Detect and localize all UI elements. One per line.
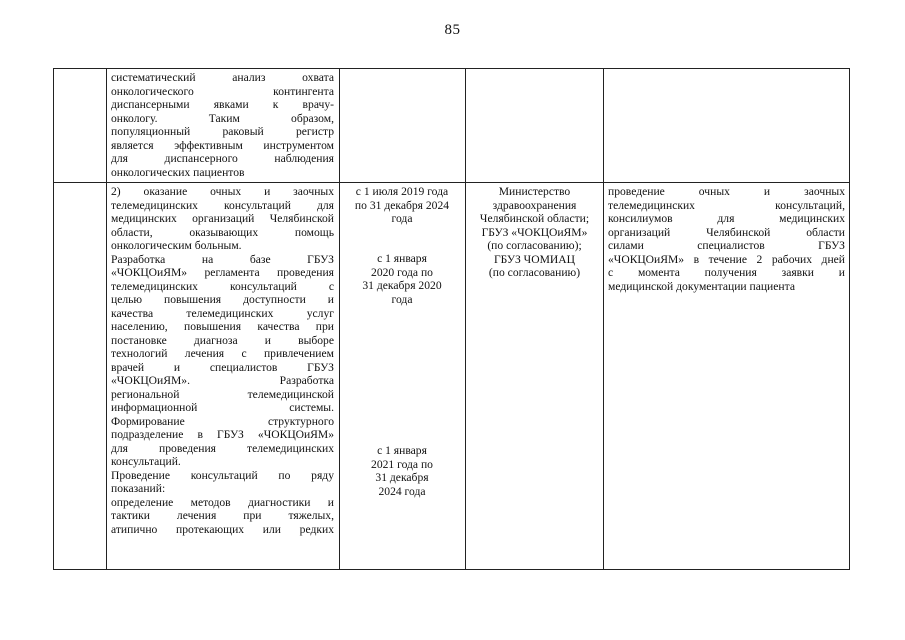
- text-line: населению, повышения качества при: [111, 320, 334, 333]
- text-line: 31 декабря: [375, 471, 429, 484]
- text-line: консилиумов для медицинских: [608, 212, 845, 225]
- text-line: Формирование структурного: [111, 414, 334, 428]
- text-line: проведение очных и заочных: [608, 185, 845, 198]
- text-line: для проведения телемедицинских: [111, 441, 334, 455]
- text-line: Разработка на базе ГБУЗ: [111, 252, 334, 266]
- row2-responsible-cell: [468, 185, 601, 280]
- row2-activity-cell: [111, 185, 334, 536]
- row1-activity-cell: [111, 71, 334, 179]
- text-line: Проведение консультаций по ряду: [111, 468, 334, 482]
- text-line: (по согласованию);: [487, 239, 582, 252]
- text-line: ГБУЗ ЧОМИАЦ: [493, 252, 576, 266]
- row-divider: [53, 182, 850, 183]
- text-line: силами специалистов ГБУЗ: [608, 239, 845, 252]
- text-line: с момента получения заявки и: [608, 266, 845, 279]
- text-line: организаций Челябинской области: [608, 225, 845, 239]
- text-line: по 31 декабря 2024: [354, 198, 450, 212]
- text-line: здравоохранения: [492, 198, 577, 212]
- page-number: 85: [444, 22, 461, 38]
- text-line: области, оказывающих помощь: [111, 225, 334, 239]
- row2-term-1: [342, 185, 462, 226]
- text-line: телемедицинских консультаций с: [111, 279, 334, 293]
- col-border-4: [603, 68, 604, 570]
- text-line: показаний:: [111, 482, 166, 495]
- text-line: качества телемедицинских услуг: [111, 306, 334, 320]
- text-line: телемедицинских консультаций для: [111, 198, 334, 212]
- text-line: технологий лечения с привлечением: [111, 347, 334, 360]
- text-line: года: [391, 292, 413, 306]
- text-line: диспансерными явками к врачу-: [111, 98, 334, 111]
- text-line: информационной системы.: [111, 401, 334, 414]
- text-line: 31 декабря 2020: [362, 279, 442, 292]
- text-line: систематический анализ охвата: [111, 71, 334, 84]
- col-border-2: [339, 68, 340, 570]
- table-top-border: [53, 68, 850, 69]
- text-line: популяционный раковый регистр: [111, 125, 334, 138]
- col-border-5: [849, 68, 850, 570]
- text-line: целью повышения доступности и: [111, 293, 334, 306]
- text-line: Министерство: [498, 185, 571, 198]
- text-line: «ЧОКЦОиЯМ» регламента проведения: [111, 266, 334, 279]
- text-line: Челябинской области;: [479, 212, 590, 225]
- col-border-1: [106, 68, 107, 570]
- text-line: 2024 года: [378, 484, 426, 498]
- text-line: постановке диагноза и выборе: [111, 333, 334, 347]
- text-line: тактики лечения при тяжелых,: [111, 509, 334, 522]
- text-line: с 1 июля 2019 года: [355, 185, 449, 198]
- col-border-3: [465, 68, 466, 570]
- row2-term-2: [342, 252, 462, 306]
- text-line: 2020 года по: [371, 265, 433, 279]
- text-line: медицинской документации пациента: [608, 279, 795, 293]
- text-line: региональной телемедицинской: [111, 387, 334, 401]
- text-line: года: [391, 212, 413, 225]
- text-line: с 1 января: [377, 252, 427, 265]
- text-line: (по согласованию): [488, 266, 581, 279]
- text-line: онкологического контингента: [111, 84, 334, 98]
- text-line: ГБУЗ «ЧОКЦОиЯМ»: [481, 225, 588, 239]
- text-line: врачей и специалистов ГБУЗ: [111, 360, 334, 374]
- text-line: онкологическим больным.: [111, 239, 242, 252]
- text-line: онкологических пациентов: [111, 165, 245, 179]
- text-line: с 1 января: [377, 444, 427, 457]
- text-line: телемедицинских консультаций,: [608, 198, 845, 212]
- text-line: подразделение в ГБУЗ «ЧОКЦОиЯМ»: [111, 428, 334, 441]
- text-line: является эффективным инструментом: [111, 138, 334, 152]
- text-line: атипично протекающих или редких: [111, 522, 334, 536]
- text-line: 2) оказание очных и заочных: [111, 185, 334, 198]
- col-border-0: [53, 68, 54, 570]
- text-line: определение методов диагностики и: [111, 495, 334, 509]
- text-line: онкологу. Таким образом,: [111, 111, 334, 125]
- row2-term-3: [342, 444, 462, 498]
- table-bottom-border: [53, 569, 850, 570]
- text-line: консультаций.: [111, 455, 181, 468]
- text-line: 2021 года по: [371, 457, 433, 471]
- text-line: медицинских организаций Челябинской: [111, 212, 334, 225]
- text-line: «ЧОКЦОиЯМ» в течение 2 рабочих дней: [608, 252, 845, 266]
- text-line: для диспансерного наблюдения: [111, 152, 334, 165]
- row2-result-cell: [608, 185, 845, 293]
- text-line: «ЧОКЦОиЯМ». Разработка: [111, 374, 334, 387]
